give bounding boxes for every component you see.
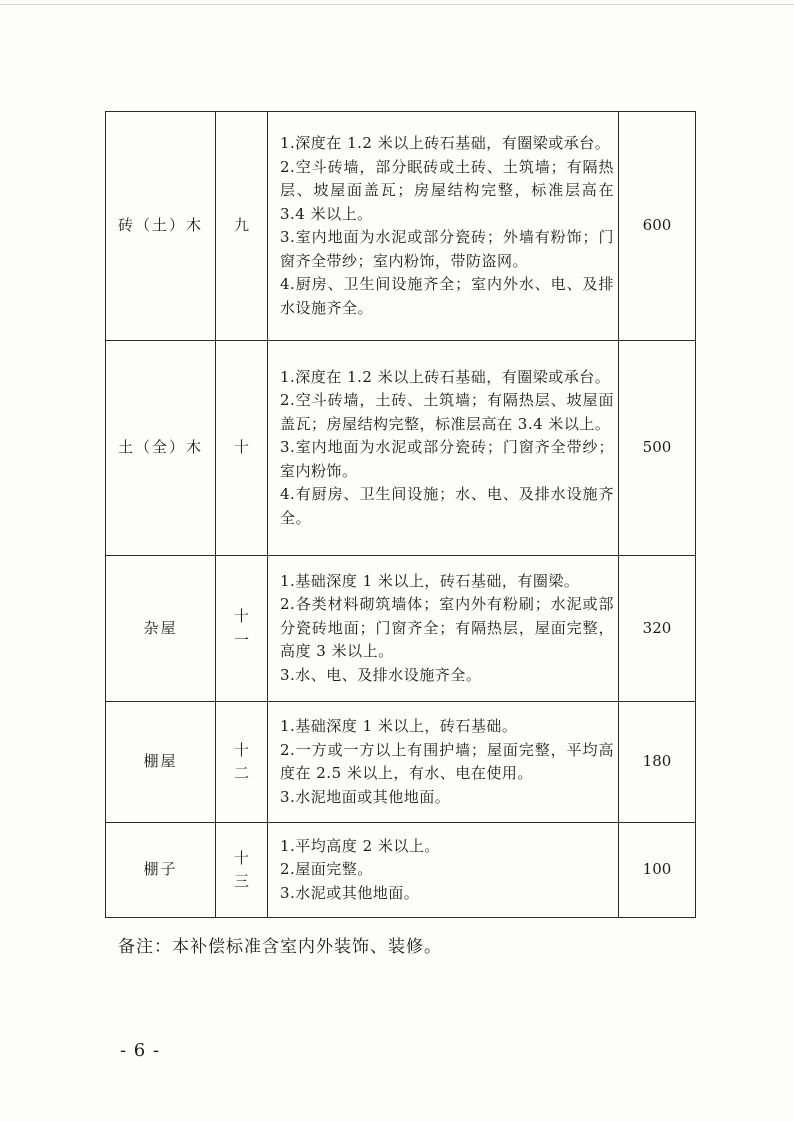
grade-cell [216, 823, 268, 918]
compensation-table [105, 111, 696, 918]
grade-cell [216, 556, 268, 702]
standard-item: 2.屋面完整。 [280, 860, 373, 879]
price-cell: 320 [619, 556, 696, 702]
standard-item: 4.厨房、卫生间设施齐全；室内外水、电、及排水设施齐全。 [280, 275, 614, 317]
table-row [106, 702, 696, 823]
grade-text: 九 [233, 216, 249, 235]
standard-item: 1.基础深度 1 米以上，砖石基础，有圈梁。 [280, 571, 580, 590]
standard-item: 1.深度在 1.2 米以上砖石基础，有圈梁或承台。 [280, 367, 611, 386]
price-cell: 100 [619, 823, 696, 918]
grade-cell [216, 112, 268, 341]
standard-item: 2.一方或一方以上有围护墙；屋面完整，平均高度在 2.5 米以上，有水、电在使用。 [280, 740, 614, 782]
grade-text: 二 [233, 764, 249, 782]
grade-cell [216, 702, 268, 823]
grade-text: 一 [233, 630, 249, 649]
table-row [106, 823, 696, 918]
page-edge-line [0, 4, 794, 5]
grade-text: 十 [233, 740, 249, 759]
building-type-cell: 杂屋 [106, 556, 216, 702]
building-type-cell: 棚屋 [106, 702, 216, 823]
standard-item: 4.有厨房、卫生间设施；水、电、及排水设施齐全。 [280, 485, 614, 527]
price-cell: 500 [619, 341, 696, 556]
footnote: 备注：本补偿标准含室内外装饰、装修。 [118, 937, 442, 957]
grade-cell [216, 341, 268, 556]
standard-description-cell [268, 112, 619, 341]
building-type-cell: 棚子 [106, 823, 216, 918]
price-cell: 180 [619, 702, 696, 823]
standard-item: 2.空斗砖墙，土砖、土筑墙；有隔热层、坡屋面盖瓦；房屋结构完整，标准层高在 3.4 米以上。 [280, 391, 614, 433]
page-number: - 6 - [120, 1040, 161, 1061]
standard-item: 3.室内地面为水泥或部分瓷砖；门窗齐全带纱；室内粉饰。 [280, 438, 614, 480]
standard-description-cell [268, 823, 619, 918]
table-row [106, 556, 696, 702]
grade-text: 三 [233, 872, 249, 890]
standard-description-cell [268, 556, 619, 702]
grade-text: 十 [233, 438, 249, 457]
standard-item: 1.平均高度 2 米以上。 [280, 836, 440, 855]
grade-text: 十 [233, 607, 249, 625]
standard-description-cell [268, 341, 619, 556]
price-cell: 600 [619, 112, 696, 341]
building-type-cell: 砖（土）木 [106, 112, 216, 341]
building-type-cell: 土（全）木 [106, 341, 216, 556]
table-row [106, 112, 696, 341]
standard-item: 3.室内地面为水泥或部分瓷砖；外墙有粉饰；门窗齐全带纱；室内粉饰，带防盗网。 [280, 228, 614, 270]
table-row [106, 341, 696, 556]
standard-item: 1.基础深度 1 米以上，砖石基础。 [280, 717, 518, 735]
standard-description-cell [268, 702, 619, 823]
standard-item: 3.水泥地面或其他地面。 [280, 787, 451, 806]
standard-item: 2.各类材料砌筑墙体；室内外有粉刷；水泥或部分瓷砖地面；门窗齐全；有隔热层，屋面完整，高度 3 米以上。 [280, 595, 614, 661]
standard-item: 3.水、电、及排水设施齐全。 [280, 665, 482, 684]
standard-item: 1.深度在 1.2 米以上砖石基础，有圈梁或承台。 [280, 134, 611, 152]
grade-text: 十 [233, 848, 249, 867]
standard-item: 3.水泥或其他地面。 [280, 883, 420, 902]
standard-item: 2.空斗砖墙，部分眠砖或土砖、土筑墙；有隔热层、坡屋面盖瓦；房屋结构完整，标准层高在 3.4 米以上。 [280, 157, 614, 223]
